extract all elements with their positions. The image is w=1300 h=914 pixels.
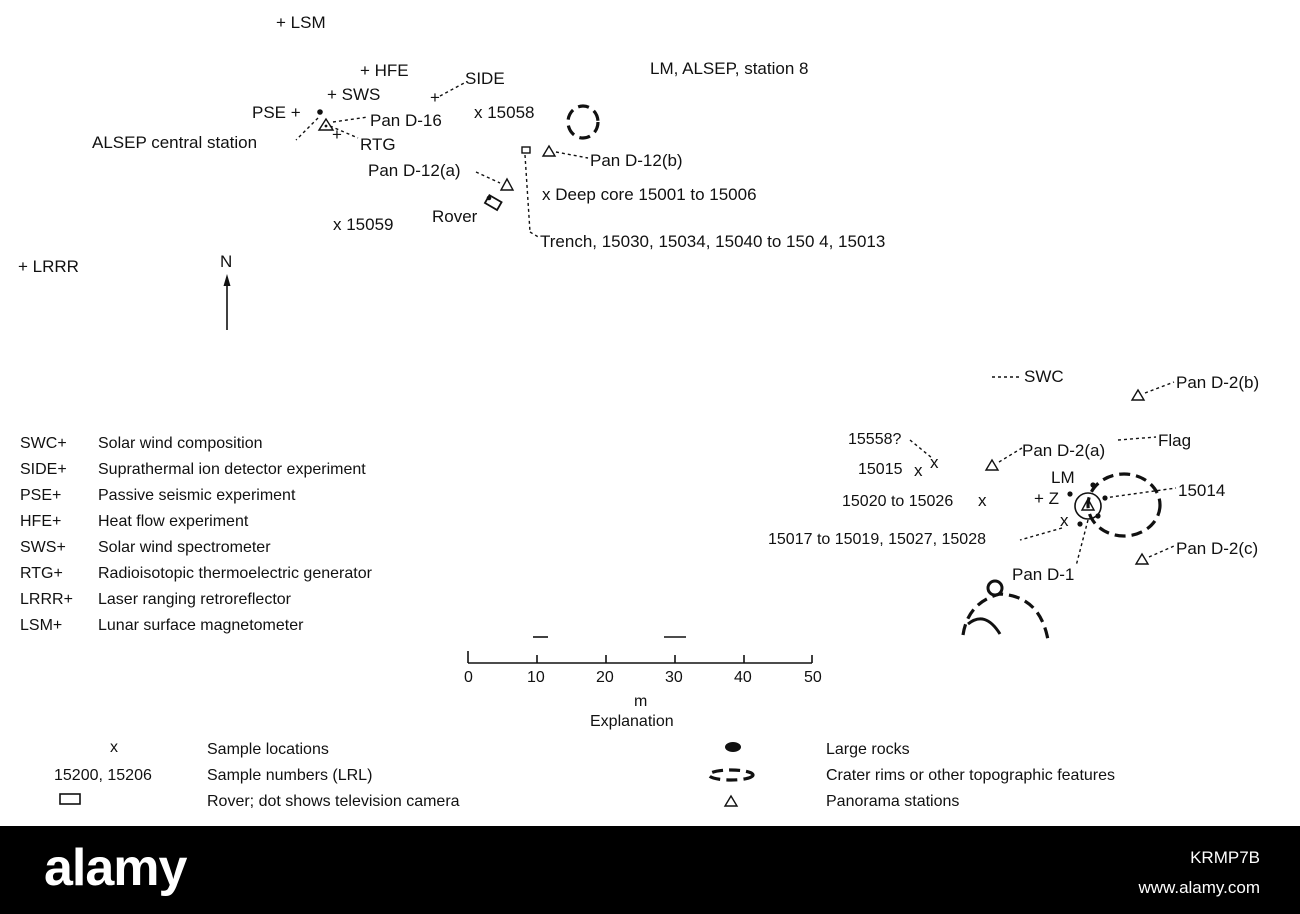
pan-d16-center [325, 125, 328, 128]
legend-desc: Solar wind spectrometer [98, 539, 271, 556]
large-rock [1090, 482, 1095, 487]
deep-core-label: x Deep core 15001 to 15006 [542, 185, 757, 204]
north-arrow [220, 252, 232, 330]
legend-abbr: HFE+ [20, 513, 62, 530]
z-marker: + Z [1034, 489, 1060, 508]
pan-d12a-leader [476, 172, 500, 183]
legend-abbr: SIDE+ [20, 461, 67, 478]
scale-tick-label: 40 [734, 669, 752, 686]
scale-tick-label: 50 [804, 669, 822, 686]
site-url: www.alamy.com [1138, 878, 1260, 897]
explanation-text: Rover; dot shows television camera [207, 793, 460, 810]
explanation-text: Crater rims or other topographic features [826, 767, 1116, 784]
sample-15017-label: 15017 to 15019, 15027, 15028 [768, 531, 986, 548]
pan-d16-leader [333, 117, 368, 122]
explanation-symbol: x [110, 739, 118, 756]
large-rock [1095, 513, 1100, 518]
legend-desc: Solar wind composition [98, 435, 263, 452]
hfe-label: + HFE [360, 61, 409, 80]
pse-label: PSE + [252, 103, 301, 122]
side-label: SIDE [465, 69, 505, 88]
scale-tick-label: 0 [464, 669, 473, 686]
legend-desc: Suprathermal ion detector experiment [98, 461, 366, 478]
pan-d1-label: Pan D-1 [1012, 565, 1075, 584]
large-rock [1067, 491, 1072, 496]
rover-position-station [522, 147, 530, 153]
rover-symbol-icon [60, 794, 80, 804]
explanation-text: Panorama stations [826, 793, 960, 810]
panorama-station-icon [725, 796, 737, 806]
legend [20, 435, 373, 634]
lrrr-label: + LRRR [18, 257, 79, 276]
pan-d2c-leader [1149, 546, 1174, 557]
pan-d2b-label: Pan D-2(b) [1176, 373, 1260, 392]
flag-leader [1118, 437, 1156, 440]
trench-leader-tail [530, 232, 540, 238]
alsep-central-label: ALSEP central station [92, 133, 258, 152]
upper-crater-rim [568, 106, 598, 138]
rover-label: Rover [432, 207, 478, 226]
rover-icon [485, 195, 502, 210]
side-leader [440, 82, 466, 96]
pan-d2a-label: Pan D-2(a) [1022, 441, 1106, 460]
scale-tick-label: 30 [665, 669, 683, 686]
watermark-footer [0, 826, 1300, 914]
image-id: KRMP7B [1190, 848, 1260, 867]
legend-desc: Radioisotopic thermoelectric generator [98, 565, 372, 582]
legend-abbr: LSM+ [20, 617, 63, 634]
scale-bar [464, 637, 822, 730]
explanation-text: Sample numbers (LRL) [207, 767, 373, 784]
legend-desc: Heat flow experiment [98, 513, 249, 530]
pan-d2a-triangle [986, 460, 998, 470]
flag-label: Flag [1158, 431, 1192, 450]
swc-label: SWC [1024, 367, 1064, 386]
pan-d12b-label: Pan D-12(b) [590, 151, 683, 170]
sample-15058: x 15058 [474, 103, 535, 122]
scale-unit: m [634, 693, 648, 710]
sample-15017-leader [1020, 528, 1062, 540]
lsm-label: + LSM [276, 13, 326, 32]
trench-leader [525, 155, 530, 232]
pan-d12a-label: Pan D-12(a) [368, 161, 461, 180]
sample-15015-marker: x [914, 461, 923, 480]
pan-d2c-triangle [1136, 554, 1148, 564]
explanation-symbol: 15200, 15206 [54, 767, 152, 784]
trench-label: Trench, 15030, 15034, 15040 to 150 4, 15013 [540, 232, 886, 251]
pan-d2b-leader [1145, 382, 1174, 393]
explanation-text: Sample locations [207, 741, 329, 758]
scale-tick-label: 20 [596, 669, 614, 686]
side-marker: + [430, 88, 440, 107]
scale-tick-label: 10 [527, 669, 545, 686]
south-crater [963, 581, 1048, 640]
sample-15014-label: 15014 [1178, 481, 1226, 500]
explanation [54, 739, 1115, 810]
legend-abbr: SWS+ [20, 539, 66, 556]
pan-d1-leader [1076, 520, 1088, 566]
sample-15558-marker: x [930, 453, 939, 472]
legend-abbr: PSE+ [20, 487, 62, 504]
pan-d16-label: Pan D-16 [370, 111, 442, 130]
sample-15558-leader [910, 440, 932, 458]
legend-desc: Lunar surface magnetometer [98, 617, 304, 634]
lm-crater-rim [1088, 474, 1160, 536]
sample-15558-label: 15558? [848, 431, 902, 448]
large-rock-icon [725, 742, 741, 752]
sample-15020-marker: x [978, 491, 987, 510]
pan-d2a-leader [999, 448, 1022, 462]
pan-d2b-triangle [1132, 390, 1144, 400]
brand-logo: alamy [44, 839, 187, 897]
rtg-marker: + [332, 125, 342, 144]
sample-15014-leader [1104, 488, 1176, 498]
sample-15015-label: 15015 [858, 461, 903, 478]
sample-15017-marker: x [1060, 511, 1069, 530]
legend-abbr: LRRR+ [20, 591, 73, 608]
pan-d2c-label: Pan D-2(c) [1176, 539, 1259, 558]
map-title: LM, ALSEP, station 8 [650, 59, 809, 78]
sample-15059: x 15059 [333, 215, 394, 234]
north-label: N [220, 252, 233, 271]
pse-dot [317, 109, 323, 115]
pan-d12a-triangle [501, 179, 513, 190]
rtg-label: RTG [360, 135, 396, 154]
legend-abbr: RTG+ [20, 565, 63, 582]
crater-rim-icon [709, 770, 753, 780]
sws-label: + SWS [327, 85, 381, 104]
explanation-text: Large rocks [826, 741, 910, 758]
sample-15020-label: 15020 to 15026 [842, 493, 954, 510]
pan-d12b-leader [556, 152, 588, 158]
pan-d12b-triangle [543, 146, 555, 156]
legend-desc: Laser ranging retroreflector [98, 591, 291, 608]
legend-abbr: SWC+ [20, 435, 67, 452]
explanation-heading: Explanation [590, 713, 674, 730]
legend-desc: Passive seismic experiment [98, 487, 296, 504]
lm-label: LM [1051, 468, 1075, 487]
pan-d16-triangle [319, 119, 333, 130]
large-rock [1077, 521, 1082, 526]
